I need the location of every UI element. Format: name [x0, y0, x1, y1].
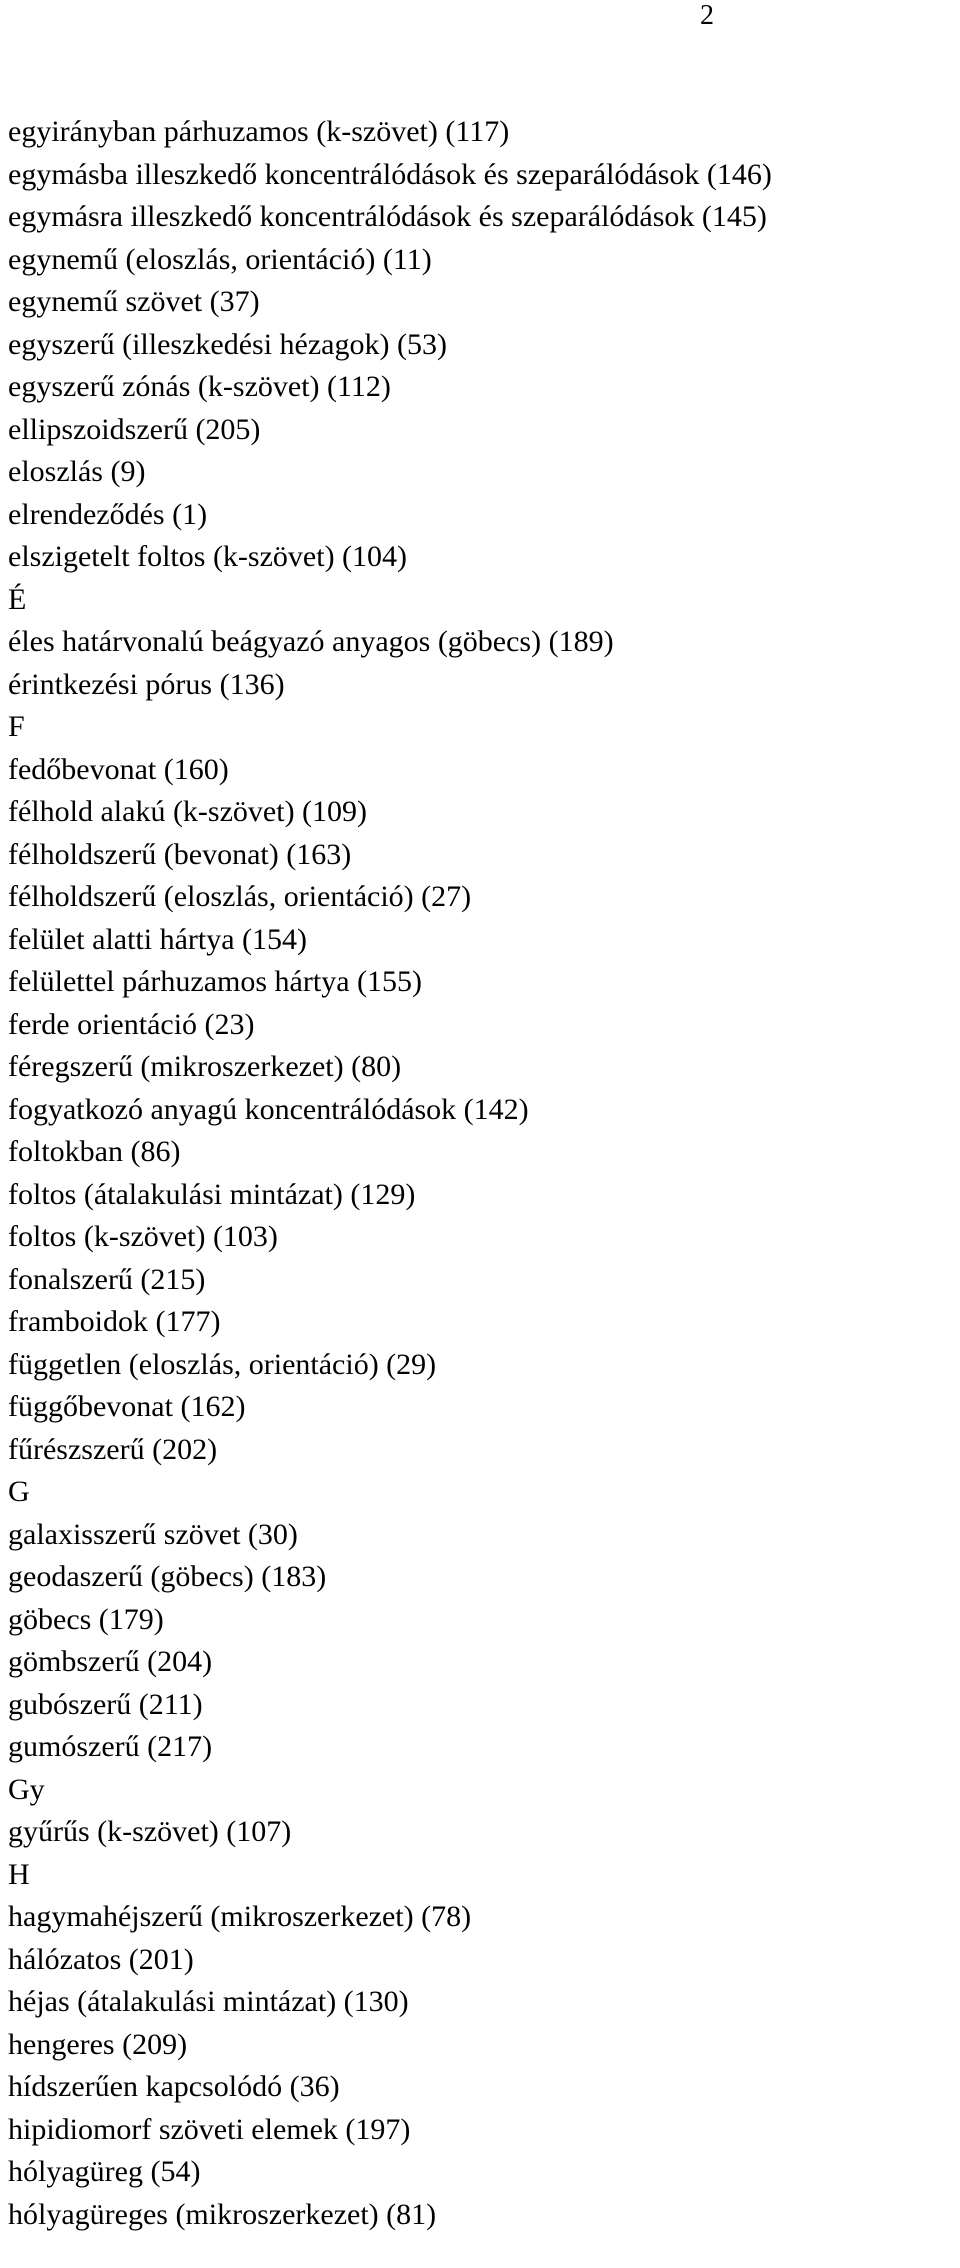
index-entry: hólyagüreges (mikroszerkezet) (81)	[8, 2197, 437, 2231]
index-entry: érintkezési pórus (136)	[8, 667, 285, 701]
index-entry: foltokban (86)	[8, 1135, 181, 1168]
index-entry: egynemű (eloszlás, orientáció) (11)	[8, 242, 432, 276]
index-entry: hengeres (209)	[8, 2027, 188, 2061]
index-entry: féregszerű (mikroszerkezet) (80)	[8, 1050, 402, 1083]
index-entry: foltos (átalakulási mintázat) (129)	[8, 1177, 416, 1211]
index-entry: gyűrűs (k-szövet) (107)	[8, 1815, 292, 1848]
index-entry: függőbevonat (162)	[8, 1390, 246, 1423]
index-entry: ellipszoidszerű (205)	[8, 412, 261, 446]
index-entry: elszigetelt foltos (k-szövet) (104)	[8, 540, 408, 573]
index-entry: eloszlás (9)	[8, 455, 146, 488]
index-entry: félholdszerű (bevonat) (163)	[8, 837, 352, 871]
index-entry: éles határvonalú beágyazó anyagos (göbecs) (189)	[8, 625, 614, 658]
index-entry: egynemű szövet (37)	[8, 285, 260, 318]
index-entry: egyszerű (illeszkedési hézagok) (53)	[8, 327, 447, 361]
index-entry: göbecs (179)	[8, 1602, 164, 1636]
index-entry: félholdszerű (eloszlás, orientáció) (27)	[8, 880, 472, 913]
index-entry: hipidiomorf szöveti elemek (197)	[8, 2112, 411, 2146]
page-number: 2	[700, 0, 714, 31]
index-entry: független (eloszlás, orientáció) (29)	[8, 1347, 437, 1381]
index-entry: hagymahéjszerű (mikroszerkezet) (78)	[8, 1900, 472, 1933]
index-section-letter: É	[8, 582, 27, 616]
index-entry: elrendeződés (1)	[8, 497, 208, 531]
index-entry: fűrészszerű (202)	[8, 1432, 218, 1466]
index-entry: gumószerű (217)	[8, 1730, 213, 1763]
index-entry: foltos (k-szövet) (103)	[8, 1220, 278, 1253]
index-entry: fonalszerű (215)	[8, 1262, 206, 1296]
index-section-letter: F	[8, 710, 25, 743]
index-entry: héjas (átalakulási mintázat) (130)	[8, 1985, 409, 2018]
index-entry: ferde orientáció (23)	[8, 1007, 255, 1041]
index-entry: hálózatos (201)	[8, 1942, 194, 1976]
index-entry: framboidok (177)	[8, 1305, 221, 1338]
index-entry: hídszerűen kapcsolódó (36)	[8, 2070, 340, 2103]
index-section-letter: G	[8, 1475, 30, 1508]
index-entry: fedőbevonat (160)	[8, 752, 229, 786]
index-entry: felület alatti hártya (154)	[8, 922, 308, 956]
index-entry: gubószerű (211)	[8, 1687, 203, 1721]
index-entry: egymásra illeszkedő koncentrálódások és szeparálódások (145)	[8, 200, 767, 233]
index-section-letter: H	[8, 1857, 30, 1891]
index-entry: geodaszerű (göbecs) (183)	[8, 1560, 327, 1593]
index-entry: egymásba illeszkedő koncentrálódások és szeparálódások (146)	[8, 157, 772, 191]
index-entry: fogyatkozó anyagú koncentrálódások (142)	[8, 1092, 529, 1126]
index-entry: egyirányban párhuzamos (k-szövet) (117)	[8, 115, 510, 148]
index-entry: félhold alakú (k-szövet) (109)	[8, 795, 368, 828]
index-entry: hólyagüreg (54)	[8, 2155, 201, 2188]
index-entry: felülettel párhuzamos hártya (155)	[8, 965, 422, 998]
index-entry: gömbszerű (204)	[8, 1645, 213, 1678]
index-entry: egyszerű zónás (k-szövet) (112)	[8, 370, 391, 403]
index-list	[8, 111, 772, 2236]
index-entry: galaxisszerű szövet (30)	[8, 1517, 298, 1551]
index-section-letter: Gy	[8, 1772, 45, 1806]
